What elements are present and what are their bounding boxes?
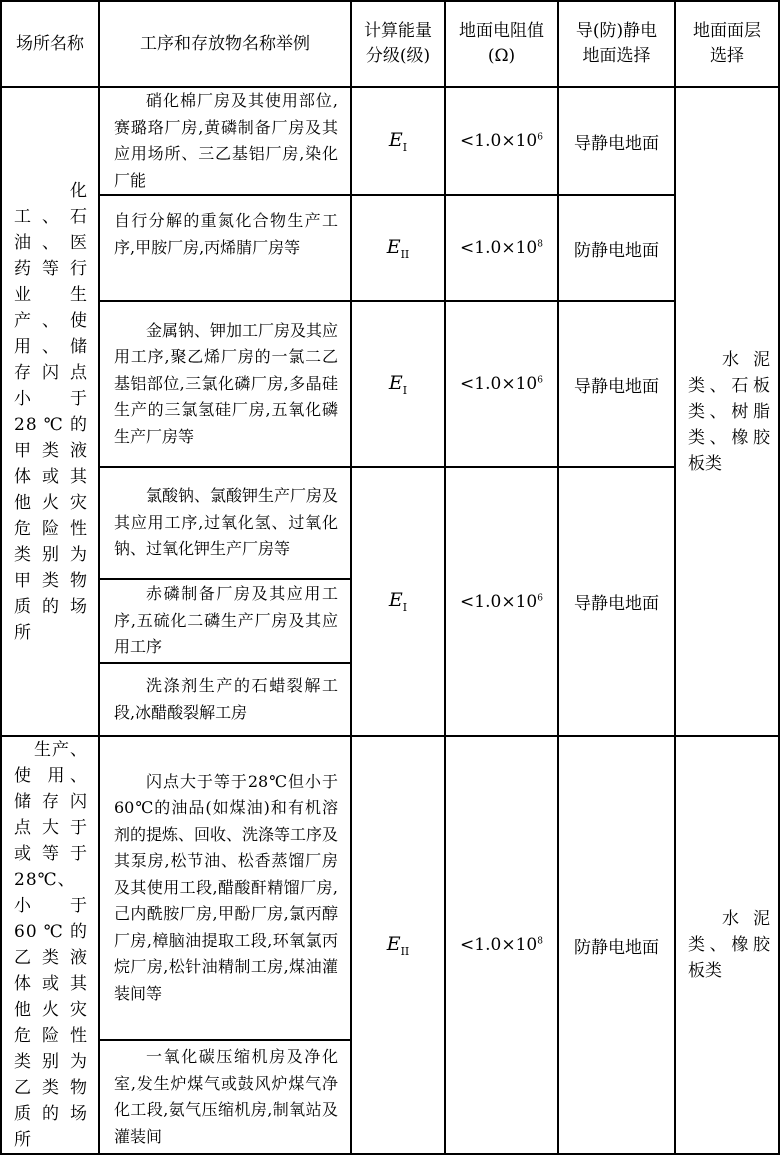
scene-line: 储存闪 (14, 792, 88, 812)
scene-line: 甲类物 (14, 570, 88, 591)
resistance-text: <1.0×10 (460, 131, 538, 151)
scene-line: 小 于 (14, 896, 88, 916)
process-cell: 金属钠、钾加工厂房及其应用工序,聚乙烯厂房的一氯二乙基铝部位,三氯化磷厂房,多晶硅生产的三氯氢硅厂房,五氧化磷生产厂房等 (99, 301, 351, 467)
layer-cell-a: 水泥类、石板类、树脂类、橡胶板类 (675, 87, 779, 736)
grade-cell (351, 301, 445, 467)
scene-line: 乙类物 (14, 1078, 88, 1098)
scene-line: 他火灾 (14, 1000, 88, 1020)
scene-line: 28℃、 (14, 870, 76, 890)
resistance-text: <1.0×10 (460, 238, 538, 258)
scene-cell-b (1, 736, 99, 1154)
scene-line: 或等于 (14, 844, 88, 864)
resistance-text: <1.0×10 (460, 374, 538, 394)
resistance-cell (445, 467, 558, 736)
process-cell: 闪点大于等于28℃但小于60℃的油品(如煤油)和有机溶剂的提炼、回收、洗涤等工序及其泵房,松节油、松香蒸馏厂房及其使用工段,醋酸酐精馏厂房,己内酰胺厂房,甲酚厂房,氯丙醇厂房,樟脑油提取工段,环氧氯丙烷厂房,松针油精制工房,煤油灌装间等 (99, 736, 351, 1040)
grade-letter: E (388, 128, 403, 151)
scene-line: 药等行 (14, 258, 88, 279)
floor-type-cell: 防静电地面 (558, 736, 675, 1154)
scene-line: 类别为 (14, 1052, 88, 1072)
resistance-text: <1.0×10 (460, 935, 538, 955)
resistance-cell (445, 301, 558, 467)
scene-line: 工、石 (14, 206, 88, 227)
header-process (99, 1, 351, 87)
header-layer (675, 1, 779, 87)
grade-sub: II (400, 247, 410, 261)
process-cell: 氯酸钠、氯酸钾生产厂房及其应用工序,过氧化氢、过氧化钠、过氧化钾生产厂房等 (99, 467, 351, 579)
scene-line: 业 生 (14, 284, 88, 305)
header-resistance-label: 地面电阻值(Ω) (459, 21, 544, 66)
scene-line: 质的场 (14, 596, 88, 617)
floor-type-cell: 导静电地面 (558, 467, 675, 736)
header-grade-label: 计算能量分级(级) (364, 21, 432, 66)
floor-type-cell: 导静电地面 (558, 301, 675, 467)
scene-line: 质的场 (14, 1104, 88, 1124)
table-row (1, 195, 779, 301)
grade-cell (351, 195, 445, 301)
resistance-exp: 6 (537, 132, 543, 143)
resistance-cell (445, 736, 558, 1154)
header-floor-type-label: 导(防)静电地面选择 (575, 21, 658, 66)
floor-type-cell: 导静电地面 (558, 87, 675, 195)
resistance-text: <1.0×10 (460, 591, 538, 612)
process-cell: 自行分解的重氮化合物生产工序,甲胺厂房,丙烯腈厂房等 (99, 195, 351, 301)
scene-line: 所 (14, 622, 32, 643)
process-cell: 一氧化碳压缩机房及净化室,发生炉煤气或鼓风炉煤气净化工段,氨气压缩机房,制氧站及灌装间 (99, 1040, 351, 1154)
header-resistance (445, 1, 558, 87)
table-row (1, 736, 779, 1040)
process-cell: 赤磷制备厂房及其应用工序,五硫化二磷生产厂房及其应用工序 (99, 579, 351, 663)
grade-cell (351, 467, 445, 736)
scene-line: 体或其 (14, 974, 88, 994)
scene-line: 油、医 (14, 232, 88, 253)
grade-letter: E (388, 589, 403, 612)
scene-line: 产、使 (14, 310, 88, 331)
process-cell: 硝化棉厂房及其使用部位,赛璐珞厂房,黄磷制备厂房及其应用场所、三乙基铝厂房,染化厂能 (99, 87, 351, 195)
scene-line: 点大于 (14, 818, 88, 838)
layer-cell-b: 水泥类、橡胶板类 (675, 736, 779, 1154)
scene-line: 使 用、 (14, 766, 88, 786)
grade-cell (351, 87, 445, 195)
grade-letter: E (388, 371, 403, 394)
header-scene (1, 1, 99, 87)
grade-letter: E (386, 932, 401, 955)
scene-cell-a (1, 87, 99, 736)
resistance-exp: 8 (537, 239, 543, 250)
scene-line: 乙类液 (14, 948, 88, 968)
resistance-exp: 8 (537, 936, 543, 947)
resistance-exp: 6 (537, 592, 543, 603)
scene-line: 他火灾 (14, 492, 88, 513)
resistance-exp: 6 (537, 375, 543, 386)
header-process-label: 工序和存放物名称举例 (140, 33, 310, 54)
process-cell: 洗涤剂生产的石蜡裂解工段,冰醋酸裂解工房 (99, 663, 351, 736)
header-floor-type (558, 1, 675, 87)
floor-type-cell: 防静电地面 (558, 195, 675, 301)
scene-line: 化 (70, 180, 88, 201)
scene-line: 危险性 (14, 1026, 88, 1046)
resistance-cell (445, 87, 558, 195)
table-row (1, 87, 779, 195)
grade-sub: I (402, 140, 408, 154)
header-layer-label: 地面面层选择 (693, 21, 761, 66)
scene-line: 甲类液 (14, 440, 88, 461)
scene-line: 类别为 (14, 544, 88, 565)
scene-line: 28℃的 (14, 414, 88, 435)
grade-sub: I (402, 383, 408, 397)
scene-line: 60℃的 (14, 922, 88, 942)
header-grade (351, 1, 445, 87)
grade-sub: II (400, 944, 410, 958)
scene-line: 所 (14, 1130, 32, 1150)
scene-line: 体或其 (14, 466, 88, 487)
scene-line: 存闪点 (14, 362, 88, 383)
header-scene-label: 场所名称 (16, 33, 84, 54)
header-row (1, 1, 779, 87)
grade-letter: E (386, 235, 401, 258)
scene-line: 危险性 (14, 518, 88, 539)
scene-line: 小 于 (14, 388, 88, 409)
scene-line: 用、储 (14, 336, 88, 357)
resistance-cell (445, 195, 558, 301)
grade-sub: I (402, 600, 408, 614)
table-row (1, 301, 779, 467)
grade-cell (351, 736, 445, 1154)
scene-line: 生产、 (34, 740, 88, 760)
table-row (1, 467, 779, 579)
